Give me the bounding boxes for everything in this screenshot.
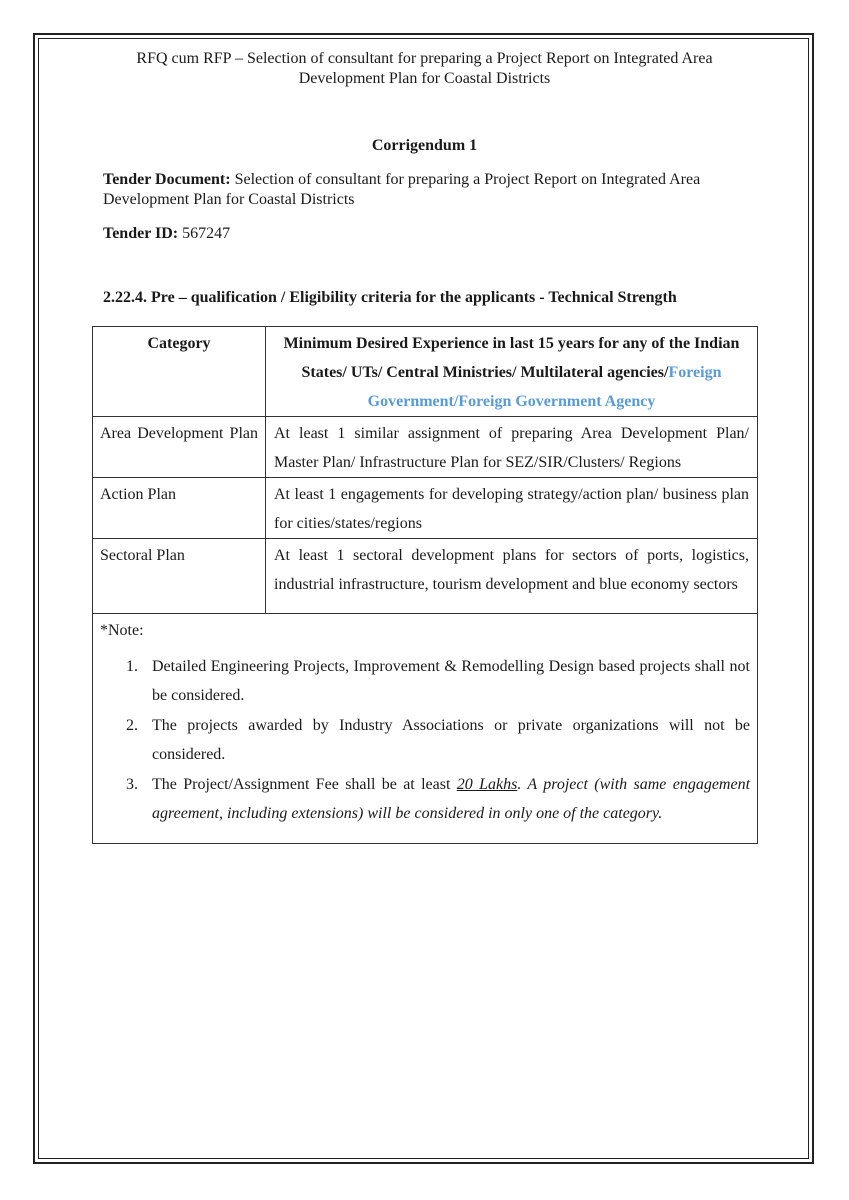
note-text: Detailed Engineering Projects, Improvement & Remodelling Design based projects shall not be considered.	[152, 658, 750, 704]
row-category: Sectoral Plan	[93, 539, 266, 614]
note-text-italic: . A project (with same engagement agreement, including extensions) will be considered in only one of the category.	[152, 776, 751, 822]
tender-id-paragraph	[103, 224, 763, 244]
list-item	[100, 711, 750, 769]
document-header	[60, 49, 789, 89]
list-item	[100, 770, 750, 828]
note-row	[93, 614, 758, 844]
eligibility-criteria-table	[92, 326, 758, 844]
note-number: 3.	[126, 776, 138, 793]
row-experience: At least 1 sectoral development plans for sectors of ports, logistics, industrial infrastructure, tourism development and blue economy sectors	[266, 539, 758, 614]
corrigendum-title: Corrigendum 1	[371, 137, 478, 154]
note-number: 1.	[126, 658, 138, 675]
header-line-1: RFQ cum RFP – Selection of consultant for preparing a Project Report on Integrated Area	[136, 50, 713, 67]
note-text: The Project/Assignment Fee shall be at least	[152, 776, 457, 793]
note-cell	[93, 614, 758, 844]
table-header-row	[93, 327, 758, 417]
header-experience-text: Minimum Desired Experience in last 15 years for any of the Indian States/ UTs/ Central Ministries/ Multilateral agencies/	[283, 335, 740, 381]
tender-id-value: 567247	[182, 225, 231, 242]
tender-id-label: Tender ID:	[103, 225, 179, 242]
tender-document-value: Selection of consultant for preparing a Project Report on Integrated Area Development Plan for Coastal Districts	[103, 171, 701, 208]
table-row	[93, 539, 758, 614]
list-item	[100, 652, 750, 710]
header-experience-highlight: Foreign Government/Foreign Government Agency	[367, 364, 722, 410]
note-number: 2.	[126, 717, 138, 734]
tender-document-label: Tender Document:	[103, 171, 231, 188]
note-fee-amount: 20 Lakhs	[456, 776, 518, 793]
row-experience: At least 1 similar assignment of preparing Area Development Plan/ Master Plan/ Infrastructure Plan for SEZ/SIR/Clusters/ Regions	[266, 417, 758, 478]
section-heading: 2.22.4. Pre – qualification / Eligibility criteria for the applicants - Technical Strength	[103, 289, 677, 306]
notes-list	[100, 652, 750, 828]
table-row	[93, 478, 758, 539]
note-text: The projects awarded by Industry Associations or private organizations will not be considered.	[152, 717, 750, 763]
header-experience	[266, 327, 758, 417]
row-category: Action Plan	[93, 478, 266, 539]
header-category: Category	[93, 327, 266, 417]
header-line-2: Development Plan for Coastal Districts	[298, 70, 551, 87]
table-row	[93, 417, 758, 478]
row-experience: At least 1 engagements for developing strategy/action plan/ business plan for cities/states/regions	[266, 478, 758, 539]
note-label: *Note:	[100, 622, 144, 639]
tender-document-paragraph	[103, 170, 763, 210]
row-category: Area Development Plan	[93, 417, 266, 478]
